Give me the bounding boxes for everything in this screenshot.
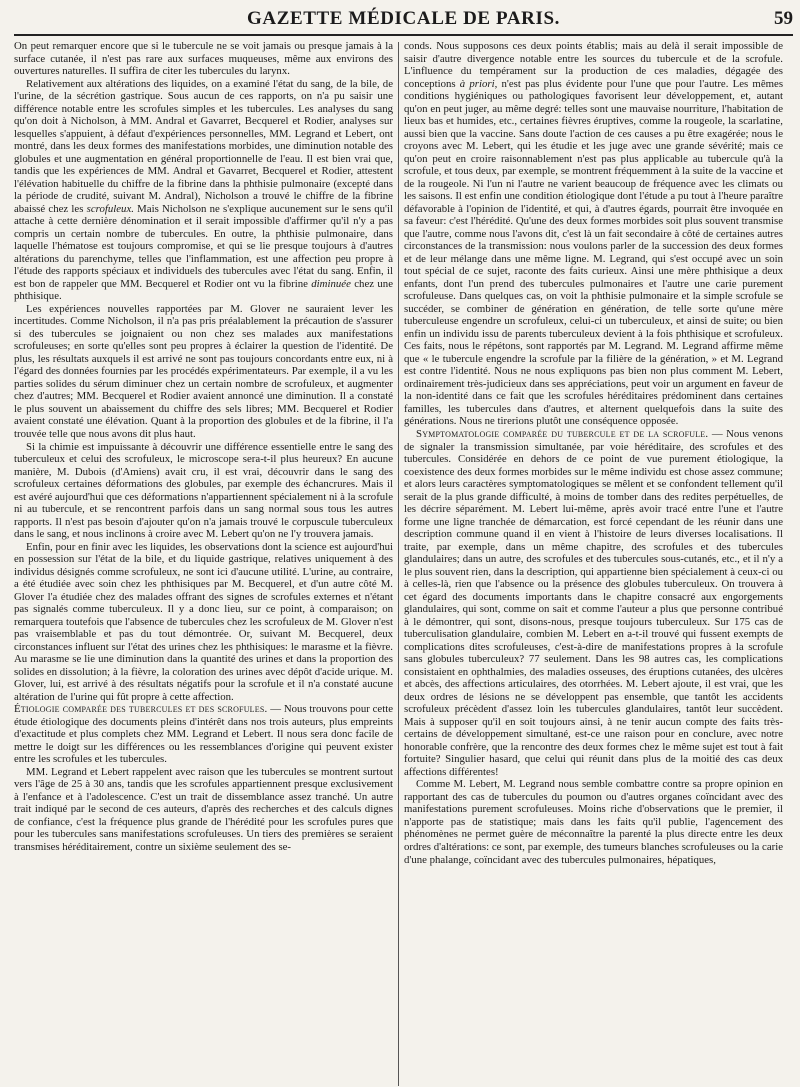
paragraph: Les expériences nouvelles rapportées par M. Glover ne sauraient lever les incertitudes. Comme Nicholson, il n'a pas pris préalablement la précaution de s'assurer si des tubercules se joignaient ou non chez ses malades aux manifestations scrofuleuses; en sorte qu'elles sont peu propres à éclairer la question de l'identité. De plus, les résultats auxquels il est arrivé ne sont pas toujours concordants entre eux, ni à l'égard des données fournies par les procédés expérimentateurs. Par exemple, il a vu les parties solides du sérum diminuer chez un certain nombre de scrofuleux, et augmenter chez d'autres; MM. Becquerel et Rodier avaient annoncé une diminution. Il a constaté le plus souvent un abaissement du chiffre des sels libres; MM. Becquerel et Rodier avaient constaté une élévation. Quant à la proportion des globules et de la fibrine, il l'a trouvée telle que nous avons dit plus haut. [14, 302, 393, 440]
paragraph: Relativement aux altérations des liquides, on a examiné l'état du sang, de la bile, de l'urine, de la sécrétion gastrique. Sous aucun de ces rapports, on n'a pu saisir une différence notable entre les scrofules simples et les tubercules. Les analyses du sang qu'on doit à Nicholson, à MM. Andral et Gavarret, Becquerel et Rodier, analyses sur lesquelles s'appuient, à défaut d'expériences personnelles, MM. Legrand et Lebert, ont montré, dans les deux formes des manifestations morbides, une diminution notable des globules et une augmentation en général proportionnelle de l'eau. Il est bien vrai que, tandis que les expériences de MM. Andral et Gavarret, Becquerel et Rodier, attestent l'élévation habituelle du chiffre de la fibrine dans la phthisie pulmonaire (excepté dans la période de crudité, suivant M. Andral), Nicholson a trouvé le chiffre de la fibrine abaissé chez les scrofuleux. Mais Nicholson ne s'explique aucunement sur le sens qu'il attache à cette dernière dénomination et il serait impossible d'affirmer qu'il n'y a pas compris un certain nombre de tubercules. En outre, la phthisie pulmonaire, dans laquelle l'hématose est toujours compromise, et qui se lie presque toujours à d'autres altérations du parenchyme, telles que l'inflammation, est une affection peu propre à l'étude des rapports spéciaux et individuels des tubercules avec l'état du sang. Enfin, il est bon de rappeler que MM. Becquerel et Rodier ont vu la fibrine diminuée chez une phthisique. [14, 77, 393, 303]
paragraph: Comme M. Lebert, M. Legrand nous semble combattre contre sa propre opinion en rapportant des cas de tubercules du poumon ou d'autres organes coïncidant avec des manifestations purement scrofuleuses. Moins riche d'observations que le premier, il n'apporte pas de statistique; mais dans les faits qu'il publie, l'agencement des phénomènes ne permet guère de méconnaître la parenté la plus directe entre les deux ordres d'altérations: ce sont, par exemple, des tumeurs blanches scrofuleuses ou la carie d'une phalange, coïncidant avec des tubercules pulmonaires, hépatiques, [404, 778, 783, 866]
paragraph: On peut remarquer encore que si le tubercule ne se voit jamais ou presque jamais à la surface cutanée, il n'est pas rare aux surfaces muqueuses, même aux environs des ouvertures naturelles. Il suffira de citer les tubercules du larynx. [14, 40, 393, 78]
journal-title: GAZETTE MÉDICALE DE PARIS. [247, 8, 560, 29]
section-heading: Symptomatologie comparée du tubercule et de la scrofule. [416, 427, 709, 440]
paragraph: MM. Legrand et Lebert rappelent avec raison que les tubercules se montrent surtout vers l'âge de 25 à 30 ans, tandis que les scrofules appartiennent presque exclusivement à l'enfance et à l'adolescence. C'est un trait de dissemblance assez tranché. Un autre trait indiqué par le second de ces auteurs, d'après des recherches et des calculs dignes de confiance, c'est la fréquence plus grande de l'hérédité pour les scrofules pures que pour les tubercules sans manifestations scrofuleuses. Un tiers des premières se seraient transmises héréditairement, contre un sixième seulement des se- [14, 765, 393, 853]
left-column [14, 40, 398, 1086]
section-heading: Étiologie comparée des tubercules et des scrofules. [14, 703, 268, 716]
paragraph: conds. Nous supposons ces deux points établis; mais au delà il serait impossible de saisir d'autre divergence notable entre les sources du tubercule et de la scrofule. L'influence du tempérament sur la production de ces maladies, dégagée des conceptions à priori, n'est pas plus évidente pour l'une que pour l'autre. Les mêmes conditions hygiéniques ou pathologiques favorisent leur développement, et, autant qu'on en peut juger, au même degré: telles sont une mauvaise nourriture, l'habitation de lieux bas et humides, etc., certaines fièvres éruptives, comme la rougeole, la scarlatine, aussi bien que la vaccine. Sans doute l'action de ces causes a pu être exagérée; nous le croyons avec M. Lebert, qui les étudie et les juge avec une grande sévérité; mais ce qu'on peut en croire raisonnablement n'est pas plus applicable au tubercule qu'à la scrofule, et tous deux, par exemple, se montrent fréquemment à la suite de la vaccine et de la rougeole. Ni l'un ni l'autre ne varient beaucoup de fréquence avec les climats ou les saisons. Il est enfin une condition étiologique dont l'étude a pu tout à l'heure paraître défavorable à l'opinion de l'identité, et qui, à d'autres égards, pourrait être invoquée en sa faveur: c'est l'hérédité. Qu'une des deux formes morbides soit plus souvent transmise que l'autre, comme nous l'avons dit, c'est là un fait secondaire à côté de certaines autres circonstances de la transmission: nous voulons parler de la succession des deux formes et de leur mélange dans une même ligne. M. Legrand, qui s'est occupé avec un soin tout spécial de ce sujet, raconte des faits curieux. Ainsi une mère phthisique a deux enfants, dont l'un prend des tubercules pulmonaires et l'autre une carie purement scrofuleuse. Dans quelques cas, on voit la phthisie pulmonaire et la simple scrofule se succéder, se combiner de génération en génération, de telle sorte qu'une mère tuberculeuse engendre un scrofuleux, celui-ci un tuberculeux, et ainsi de suite; ou bien enfin un individu issu de parents tuberculeux devient à la fois phthisique et scrofuleux. Ces faits, nous le répétons, sont rapportés par M. Legrand. M. Legrand affirme même que « le tubercule engendre la scrofule par la filière de la génération, » et M. Legrand est contre l'identité. Nous ne nous expliquons pas bien non plus comment M. Lebert, ordinairement très-judicieux dans ses appréciations, peut voir un argument en faveur de la non-identité dans ce fait que les scrofules héréditaires prédominent dans certaines familles, les tubercules dans d'autres, et alternent quelquefois dans la suite des générations. Nous ne tirerions plutôt une conséquence opposée. [404, 40, 783, 428]
right-column [399, 40, 783, 1086]
paragraph: Symptomatologie comparée du tubercule et de la scrofule. — Nous venons de signaler la transmission simultanée, par voie héréditaire, des scrofules et des tubercules. Considérée en dehors de ce point de vue purement étiologique, la coexistence des deux formes morbides sur le même individu est chose assez commune; et alors leurs caractères symptomatologiques se mêlent et se confondent tellement qu'il serait de la plus grande difficulté, à moins de tomber dans des redites perpétuelles, de les décrire séparément. M. Lebert lui-même, après avoir tracé entre l'une et l'autre forme une ligne tranchée de démarcation, est forcé cependant de les réunir dans une description commune quand il en vient à l'histoire de leurs diverses localisations. Il traite, par exemple, dans un même chapitre, des scrofules et des tubercules glandulaires; dans un autre, des scrofules et des tubercules sous-cutanés, etc., et il n'y a le plus souvent rien, dans la description, qui appartienne bien spécialement à ceux-ci ou à celles-là, rien que l'absence ou la présence des globules tuberculeux. On trouvera à cet égard des documents importants dans le chapitre consacré aux engorgements glandulaires, qui sont, comme on sait et comme l'auteur a plus que personne contribué à le démontrer, qui sont, disons-nous, presque toujours tuberculeux. Sur 175 cas de tuberculisation glandulaire, combien M. Lebert en a-t-il trouvé qui fussent exempts de complications dites scrofuleuses, c'est-à-dire de manifestations propres à la scrofule sans globules tuberculeux? 77 seulement. Dans les 98 autres cas, les complications consistaient en ophthalmies, des maladies osseuses, des éruptions cutanées, des ulcères et abcès, des affections articulaires, des otorrhées. M. Lebert ajoute, il est vrai, que les deux ordres de lésions ne se développent pas ensemble, que tantôt les accidents scrofuleux précèdent d'assez loin les tubercules glandulaires, tantôt leur succèdent. Mais à supposer qu'il en soit toujours ainsi, à ne tenir aucun compte des faits très-certains de développement simultané, est-ce une raison pour en conclure, avec notre honorable confrère, que la rencontre des deux formes chez le même sujet est tout à fait fortuite? Singulier hasard, que celui qui réunit dans plus de la moitié des cas deux affections différentes! [404, 427, 783, 778]
paragraph: Étiologie comparée des tubercules et des scrofules. — Nous trouvons pour cette étude étiologique des documents pleins d'intérêt dans nos trois auteurs, plus empreints d'exactitude et plus complets chez MM. Legrand et Lebert. Il nous sera donc facile de mettre le doigt sur les différences ou les ressemblances d'origine qui peuvent exister entre les scrofules et les tubercules. [14, 703, 393, 766]
paragraph: Si la chimie est impuissante à découvrir une différence essentielle entre le sang des tuberculeux et celui des scrofuleux, le microscope sera-t-il plus heureux? En aucune manière, M. Dubois (d'Amiens) avait cru, il est vrai, découvrir dans le sang des scrofuleux certaines déformations des globules, par exemple des échancrures. Mais il est avéré aujourd'hui que ces déformations n'appartiennent spécialement ni à la scrofule ni au tubercule, et se rencontrent parfois dans un sang normal sous tous les autres rapports. Il n'est pas besoin d'ajouter qu'on n'a jamais trouvé le corpuscule tuberculeux dans le sang, et nous inclinons à croire avec M. Lebert qu'on ne l'y trouvera jamais. [14, 440, 393, 541]
text-columns [14, 40, 793, 1086]
page-number: 59 [774, 8, 793, 29]
paragraph: Enfin, pour en finir avec les liquides, les observations dont la science est aujourd'hui en possession sur l'état de la bile, et du liquide gastrique, relatives uniquement à des individus désignés comme scrofuleux, ne sont ici d'aucune utilité. L'urine, au contraire, a été étudiée avec soin chez les phthisiques par M. Becquerel, et d'un autre côté M. Glover l'a étudiée chez des malades offrant des signes de scrofules externes et n'étant pas signalés comme tuberculeux. Il y a donc lieu, sur ce point, à comparaison; on remarquera toutefois que l'absence de tubercules chez les scrofuleux de M. Glover n'est pas vraisemblable et pas du tout démontrée. Or, suivant M. Becquerel, deux circonstances influent sur l'état des urines chez les phthisiques: le marasme et la fièvre. Au marasme se lie une diminution dans la quantité des urines et dans la proportion des solides en dissolution; à la fièvre, la coloration des urines avec dépôt d'acide urique. M. Glover, lui, est arrivé à des résultats négatifs pour la scrofule et il n'a constaté aucune altération de l'urine qui fût propre à cette affection. [14, 540, 393, 703]
page-header [14, 4, 793, 36]
